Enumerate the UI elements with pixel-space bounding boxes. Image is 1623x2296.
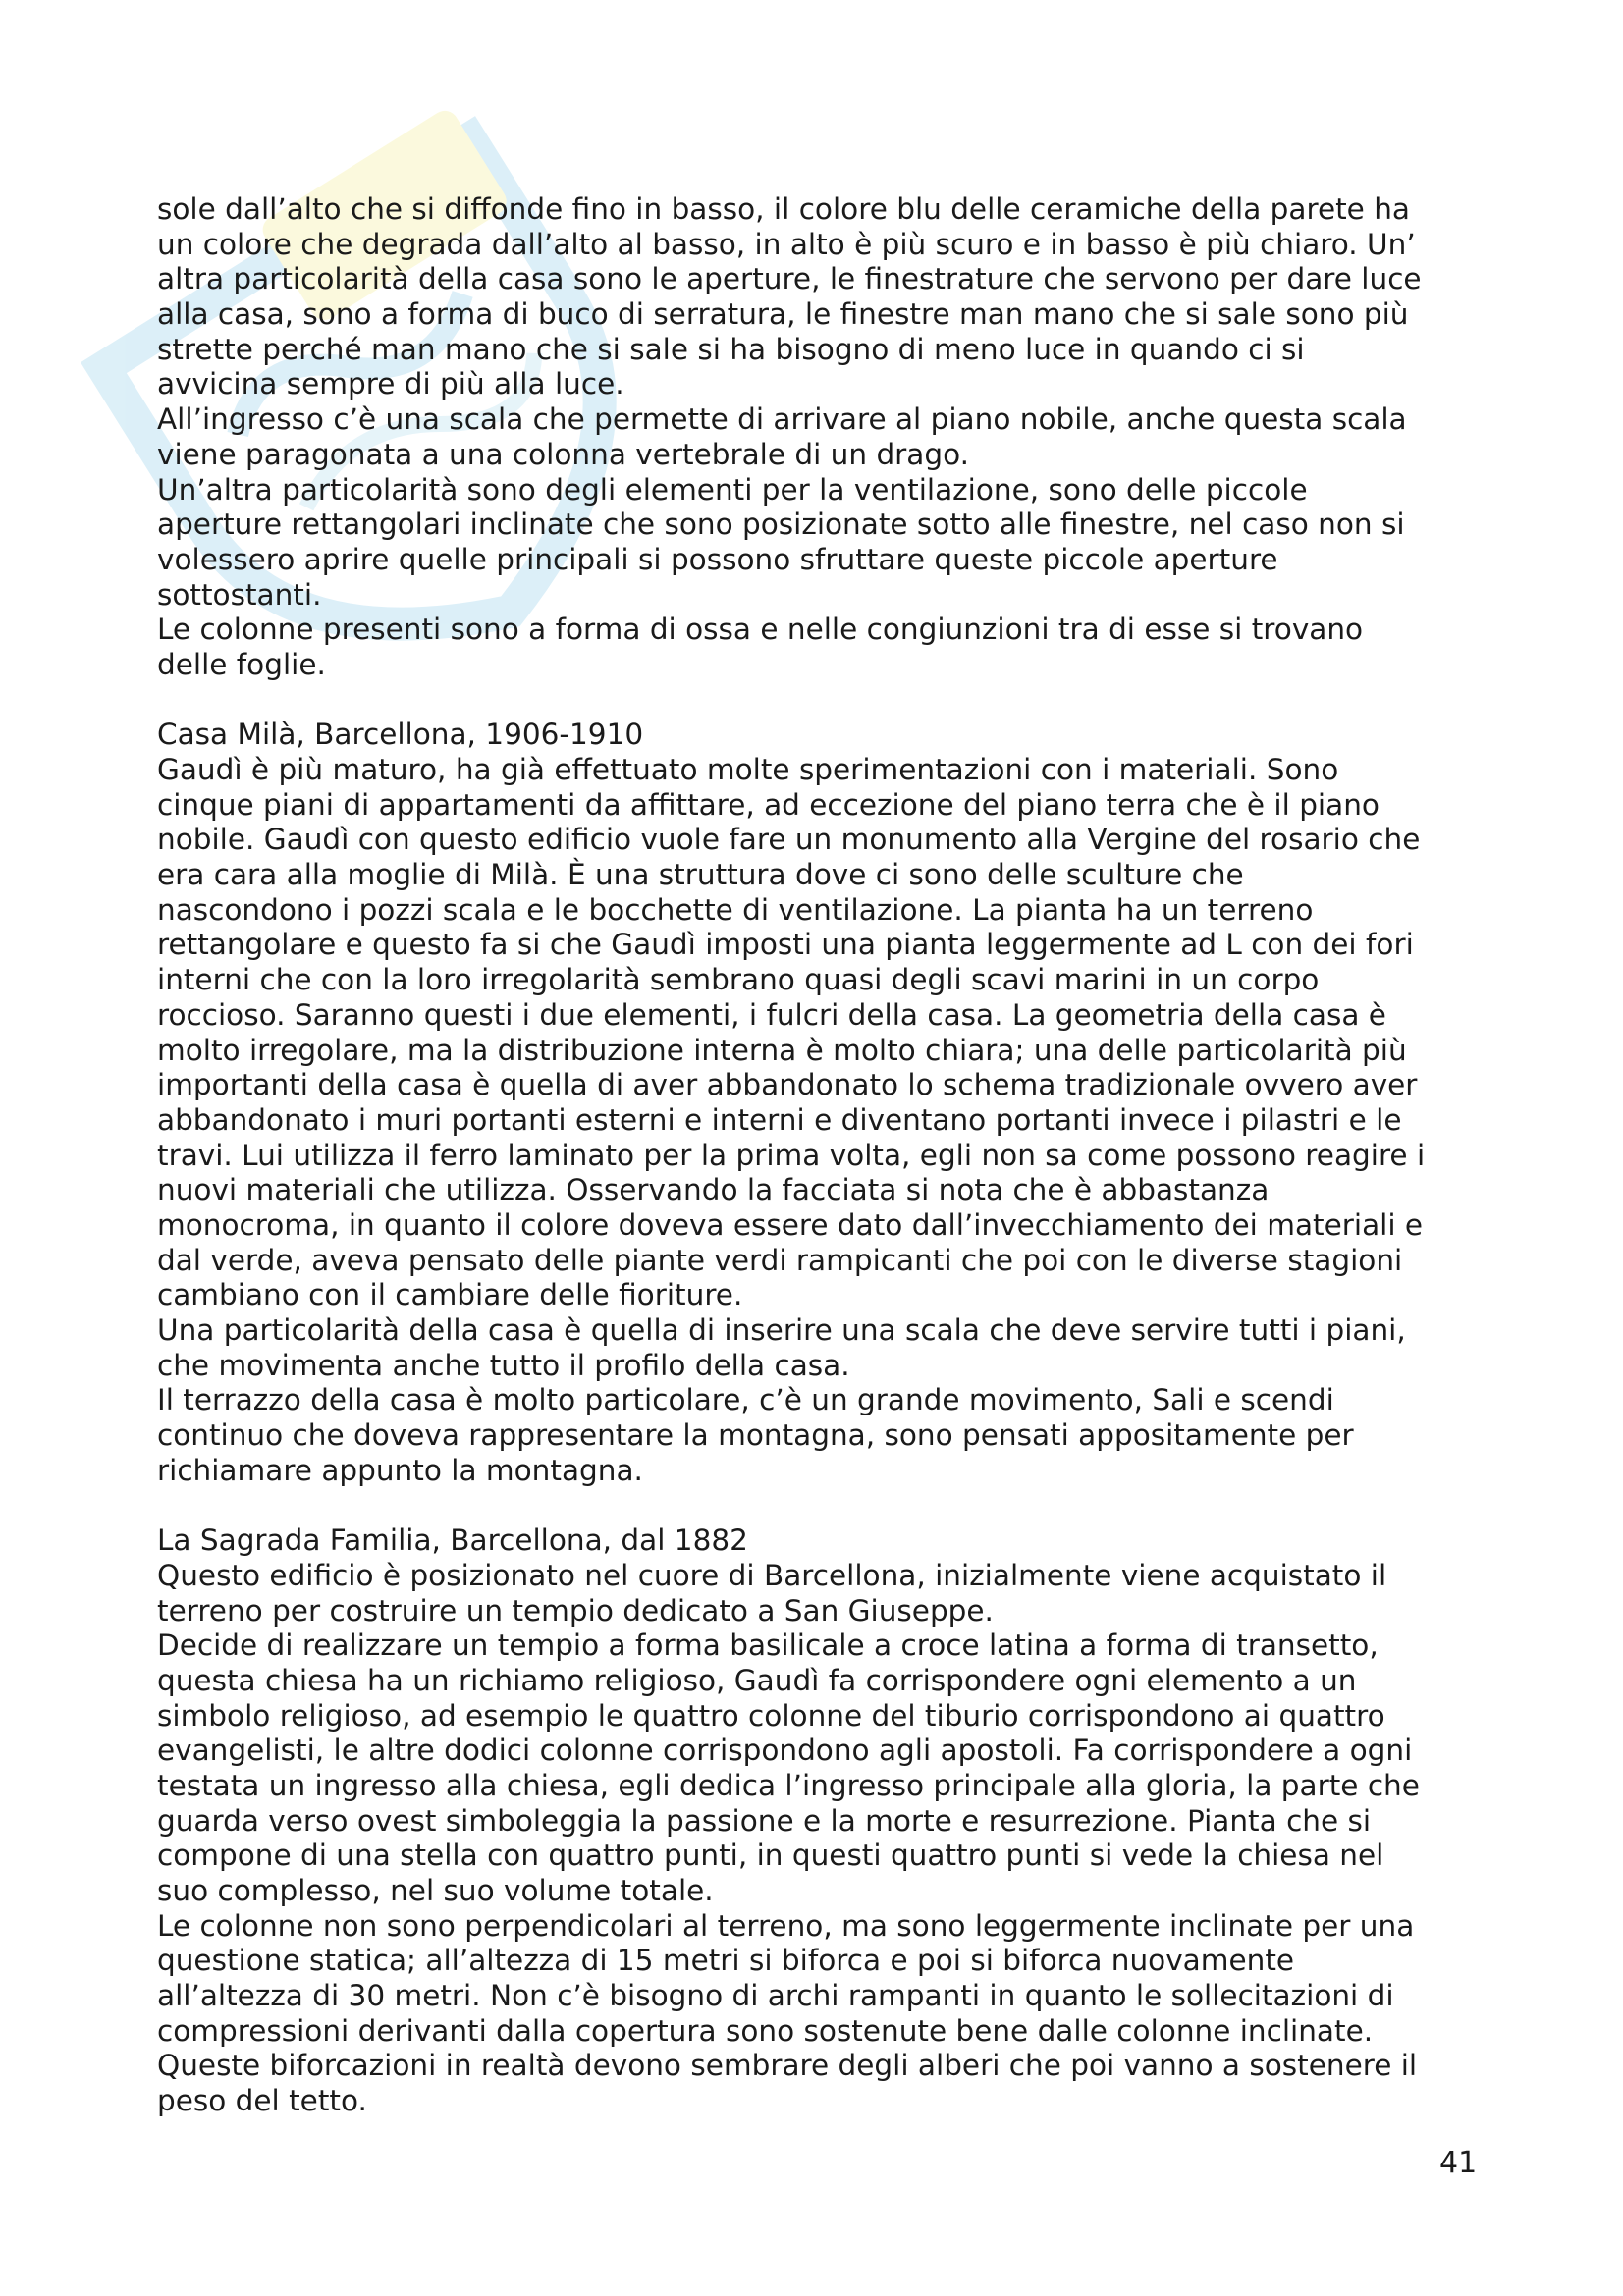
text-line: cambiano con il cambiare delle fioriture. (157, 1278, 743, 1312)
text-line: richiamare appunto la montagna. (157, 1453, 643, 1487)
text-line (157, 683, 1492, 719)
text-line: Una particolarità della casa è quella di inserire una scala che deve servire tutti i piani, (157, 1313, 1406, 1347)
text-line: altra particolarità della casa sono le aperture, le finestrature che servono per dare luce (157, 262, 1422, 296)
text-line: viene paragonata a una colonna vertebrale di un drago. (157, 437, 970, 471)
text-line (157, 1488, 1492, 1523)
text-line: avvicina sempre di più alla luce. (157, 367, 624, 401)
text-line: rettangolare e questo fa si che Gaudì imposti una pianta leggermente ad L con dei fori (157, 928, 1414, 962)
text-line: evangelisti, le altre dodici colonne corrispondono agli apostoli. Fa corrispondere a ogni (157, 1734, 1413, 1768)
text-line: Decide di realizzare un tempio a forma basilicale a croce latina a forma di transetto, (157, 1629, 1379, 1663)
text-line: monocroma, in quanto il colore doveva essere dato dall’invecchiamento dei materiali e (157, 1207, 1424, 1242)
text-line: dal verde, aveva pensato delle piante verdi rampicanti che poi con le diverse stagioni (157, 1243, 1403, 1277)
text-line: suo complesso, nel suo volume totale. (157, 1874, 714, 1907)
text-line: Il terrazzo della casa è molto particolare, c’è un grande movimento, Sali e scendi (157, 1383, 1334, 1417)
text-line: all’altezza di 30 metri. Non c’è bisogno di archi rampanti in quanto le sollecitazioni di (157, 1979, 1394, 2013)
page-number: 41 (1439, 2146, 1478, 2180)
text-line: peso del tetto. (157, 2084, 367, 2118)
text-line: sole dall’alto che si diffonde fino in basso, il colore blu delle ceramiche della parete ha (157, 192, 1410, 226)
text-line: testata un ingresso alla chiesa, egli dedica l’ingresso principale alla gloria, la parte che (157, 1768, 1420, 1802)
text-line: roccioso. Saranno questi i due elementi, i fulcri della casa. La geometria della casa è (157, 997, 1386, 1032)
text-line: questione statica; all’altezza di 15 metri si biforca e poi si biforca nuovamente (157, 1944, 1295, 1978)
text-line: Le colonne non sono perpendicolari al terreno, ma sono leggermente inclinate per una (157, 1908, 1415, 1943)
text-line: Gaudì è più maturo, ha già effettuato molte sperimentazioni con i materiali. Sono (157, 753, 1339, 786)
document-body (157, 192, 1492, 2119)
text-line: Un’altra particolarità sono degli elementi per la ventilazione, sono delle piccole (157, 472, 1308, 507)
text-line: nuovi materiali che utilizza. Osservando la facciata si nota che è abbastanza (157, 1173, 1270, 1207)
text-line: strette perché man mano che si sale si ha bisogno di meno luce in quando ci si (157, 332, 1305, 366)
text-line: sottostanti. (157, 577, 322, 612)
text-line: interni che con la loro irregolarità sembrano quasi degli scavi marini in un corpo (157, 963, 1320, 997)
text-line: compone di una stella con quattro punti, in questi quattro punti si vede la chiesa nel (157, 1839, 1384, 1873)
text-line: Questo edificio è posizionato nel cuore di Barcellona, inizialmente viene acquistato il (157, 1558, 1387, 1592)
text-line: che movimenta anche tutto il profilo della casa. (157, 1348, 850, 1382)
text-line: volessero aprire quelle principali si possono sfruttare queste piccole aperture (157, 542, 1278, 576)
text-line: Queste biforcazioni in realtà devono sembrare degli alberi che poi vanno a sostenere il (157, 2049, 1418, 2083)
text-line: questa chiesa ha un richiamo religioso, Gaudì fa corrispondere ogni elemento a un (157, 1663, 1357, 1697)
text-line: compressioni derivanti dalla copertura sono sostenute bene dalle colonne inclinate. (157, 2013, 1374, 2048)
text-line: nascondono i pozzi scala e le bocchette di ventilazione. La pianta ha un terreno (157, 892, 1314, 927)
text-line: aperture rettangolari inclinate che sono posizionate sotto alle finestre, nel caso non si (157, 507, 1405, 542)
text-line: Le colonne presenti sono a forma di ossa e nelle congiunzioni tra di esse si trovano (157, 613, 1364, 647)
text-line: travi. Lui utilizza il ferro laminato per la prima volta, egli non sa come possono reagire i (157, 1138, 1426, 1172)
text-line: Casa Milà, Barcellona, 1906-1910 (157, 718, 644, 752)
text-line: abbandonato i muri portanti esterni e interni e diventano portanti invece i pilastri e le (157, 1102, 1402, 1137)
text-line: delle foglie. (157, 647, 326, 681)
text-line: guarda verso ovest simboleggia la passione e la morte e resurrezione. Pianta che si (157, 1803, 1372, 1838)
text-line: molto irregolare, ma la distribuzione interna è molto chiara; una delle particolarità più (157, 1033, 1407, 1067)
text-line: cinque piani di appartamenti da affittare, ad eccezione del piano terra che è il piano (157, 787, 1380, 822)
text-line: All’ingresso c’è una scala che permette di arrivare al piano nobile, anche questa scala (157, 402, 1407, 437)
text-line: un colore che degrada dall’alto al basso, in alto è più scuro e in basso è più chiaro. Un’ (157, 227, 1416, 261)
text-line: era cara alla moglie di Milà. È una struttura dove ci sono delle sculture che (157, 858, 1244, 892)
text-line: La Sagrada Familia, Barcellona, dal 1882 (157, 1523, 748, 1558)
text-line: nobile. Gaudì con questo edificio vuole fare un monumento alla Vergine del rosario che (157, 823, 1421, 857)
text-line: simbolo religioso, ad esempio le quattro colonne del tiburio corrispondono ai quattro (157, 1698, 1385, 1733)
text-line: importanti della casa è quella di aver abbandonato lo schema tradizionale ovvero aver (157, 1068, 1418, 1102)
text-line: continuo che doveva rappresentare la montagna, sono pensati appositamente per (157, 1418, 1354, 1453)
text-line: terreno per costruire un tempio dedicato a San Giuseppe. (157, 1593, 994, 1628)
text-line: alla casa, sono a forma di buco di serratura, le finestre man mano che si sale sono più (157, 297, 1409, 332)
